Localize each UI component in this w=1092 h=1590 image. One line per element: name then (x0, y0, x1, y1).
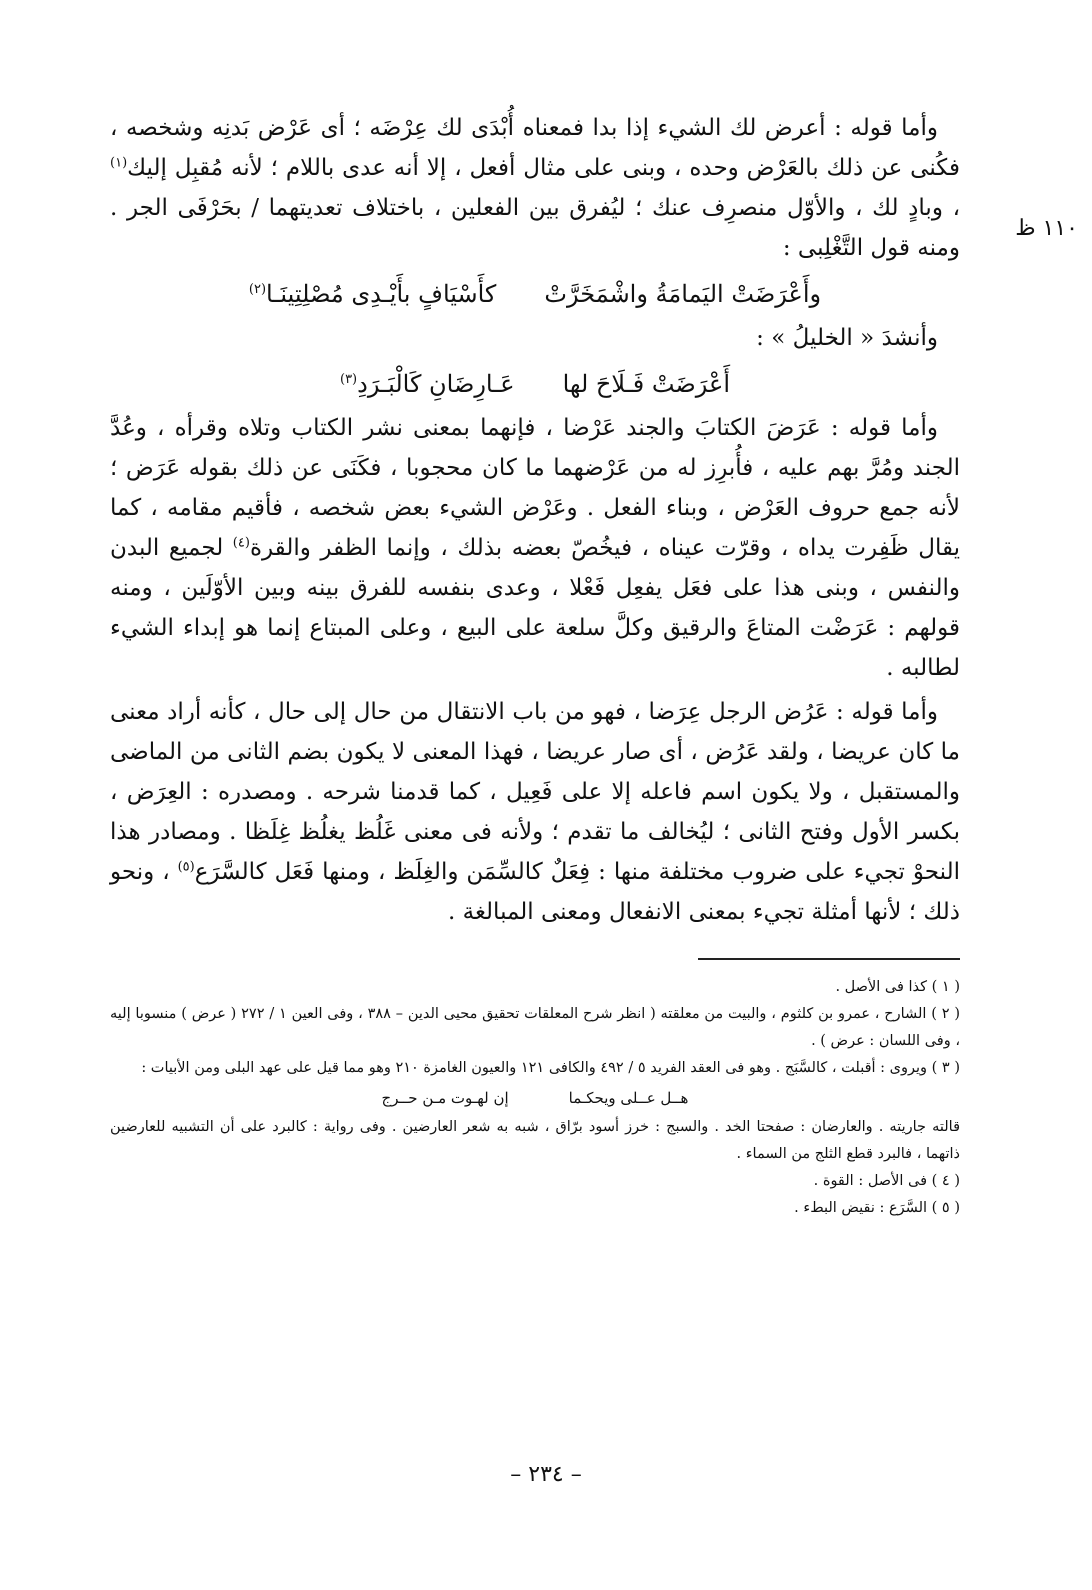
verse-2-second-text: عَـارِضَانِ كَالْبَـرَدِ (357, 370, 515, 398)
paragraph-3-tail: لجميع البدن والنفس ، وبنى هذا على فعَل يفعِل فَعْلا ، وعدى بنفسه للفرق بينه وبين الأوّلَين ، ومنه قولهم : عَرَضْت المتاعَ والرقيق وكلَّ سلعة على البيع ، وعلى المبتاع إنما هو إبداء الشيء لطالبه . (110, 535, 960, 681)
footnote-5: ( ٥ ) السَّرَع : نقيض البطء . (794, 1200, 960, 1216)
footnote-ref-5: (٥) (177, 859, 195, 875)
paragraph-3 (110, 408, 960, 688)
footnote-ref-4: (٤) (232, 535, 250, 551)
footnote-3-verse-first: هــل عــلى ويحكـما (568, 1089, 689, 1107)
page-number: – ٢٣٤ – (510, 1462, 582, 1487)
paragraph-1 (110, 108, 960, 268)
page-body (110, 108, 960, 1222)
paragraph-2: وأنشدَ « الخليلُ » : (756, 325, 938, 351)
footnotes (110, 974, 960, 1222)
footnote-3-commentary: قالته جاريته . والعارضان : صفحتا الخد . والسبج : خرز أسود برّاق ، شبه به شعر العارضين . وفى رواية : كالبرد على أن التشبيه للعارضين ذاتهما ، فالبرد قطع الثلج من السماء . (110, 1119, 960, 1162)
verse-1-second-hemistich (249, 272, 496, 316)
verse-2-second-hemistich (340, 362, 515, 406)
verse-2-first-hemistich: أَعْرَضَتْ فَـلَاحَ لها (562, 370, 731, 398)
footnote-ref-2: (٢) (248, 282, 267, 297)
paragraph-4 (110, 692, 960, 932)
footnote-3: ( ٣ ) ويروى : أقبلت ، كالسَّبَج . وهو فى العقد الفريد ٥ / ٤٩٢ والكافى ١٢١ والعيون الغامزة ٢١٠ وهو مما قيل على عهد البلى ومن الأبيات : (141, 1060, 960, 1076)
footnote-3-verse-second: إن لهـوت مـن حــرج (381, 1089, 509, 1107)
footnote-1: ( ١ ) كذا فى الأصل . (835, 979, 960, 995)
footnote-ref-3: (٣) (339, 372, 358, 387)
paragraph-3-text: وأما قوله : عَرَضَ الكتابَ والجند عَرْضا ، فإنهما بمعنى نشر الكتاب وتلاه وقرأه ، وعُدَّ الجند ومُرَّ بهم عليه ، فأُبرِز له من عَرْضهما ما كان محجوبا ، فكَنَى عن ذلك بقوله عَرَض ؛ لأنه جمع حروف العَرْض ، وبناء الفعل . وعَرْض الشيء بعض شخصه ، فأقيم مقامه ، كما يقال ظَفِرت يداه ، وقرّت عيناه ، فيخُصّ بعضه بذلك ، وإنما الظفر والقرة (110, 415, 960, 561)
footnote-2: ( ٢ ) الشارح ، عمرو بن كلثوم ، والبيت من معلقته ( انظر شرح المعلقات تحقيق محيى الدين – ٣٨٨ ، وفى العين ١ / ٢٧٢ ( عرض ) منسوبا إليه ، وفى اللسان : عرض ) . (110, 1006, 960, 1049)
paragraph-1-tail: ، وبادٍ لك ، والأوّل منصرِف عنك ؛ ليُفرق بين الفعلين ، باختلاف تعديتهما / بحَرْفَى الجر . ومنه قول التَّغْلِبى : (110, 195, 960, 261)
paragraph-4-tail: ، ونحو ذلك ؛ لأنها أمثلة تجيء بمعنى الانفعال ومعنى المبالغة . (110, 859, 960, 925)
footnote-4: ( ٤ ) فى الأصل : القوة . (813, 1173, 960, 1189)
paragraph-1-text: وأما قوله : أعرض لك الشيء إذا بدا فمعناه أُبْدَى لك عِرْضَه ؛ أى عَرْض بَدنِه وشخصه ، فكُنى عن ذلك بالعَرْض وحده ، وبنى على مثال أفعل ، إلا أنه عدى باللام ؛ لأنه مُقبِل إليك (110, 115, 960, 181)
footnote-3-verse (110, 1084, 960, 1112)
footnote-ref-1: (١) (110, 155, 128, 171)
folio-margin-note: ١١٠ ظ (1015, 216, 1078, 241)
verse-2 (110, 362, 960, 406)
verse-1-first-hemistich: وأَعْرَضَتْ اليَمامَةُ واشْمَخَرَّتْ (544, 280, 822, 308)
verse-1 (110, 272, 960, 316)
footnote-divider (698, 958, 960, 960)
paragraph-4-text: وأما قوله : عَرُض الرجل عِرَضا ، فهو من باب الانتقال من حال إلى حال ، كأنه أراد معنى ما كان عريضا ، ولقد عَرُض ، أى صار عريضا ، فهذا المعنى لا يكون بضم الثانى من الماضى والمستقبل ، ولا يكون اسم فاعله إلا على فَعِيل ، كما قدمنا شرحه . ومصدره : العِرَض ، بكسر الأول وفتح الثانى ؛ ليُخالف ما تقدم ؛ ولأنه فى معنى غَلُظ يغلُظ غِلَظا . ومصادر هذا النحوْ تجيء على ضروب مختلفة منها : فِعَلٌ كالسِّمَن والغِلَظ ، ومنها فَعَل كالسَّرَع (110, 699, 960, 885)
verse-1-second-text: كأَسْيَافٍ بأَيْـدِى مُصْلِتِينَـا (266, 280, 497, 308)
